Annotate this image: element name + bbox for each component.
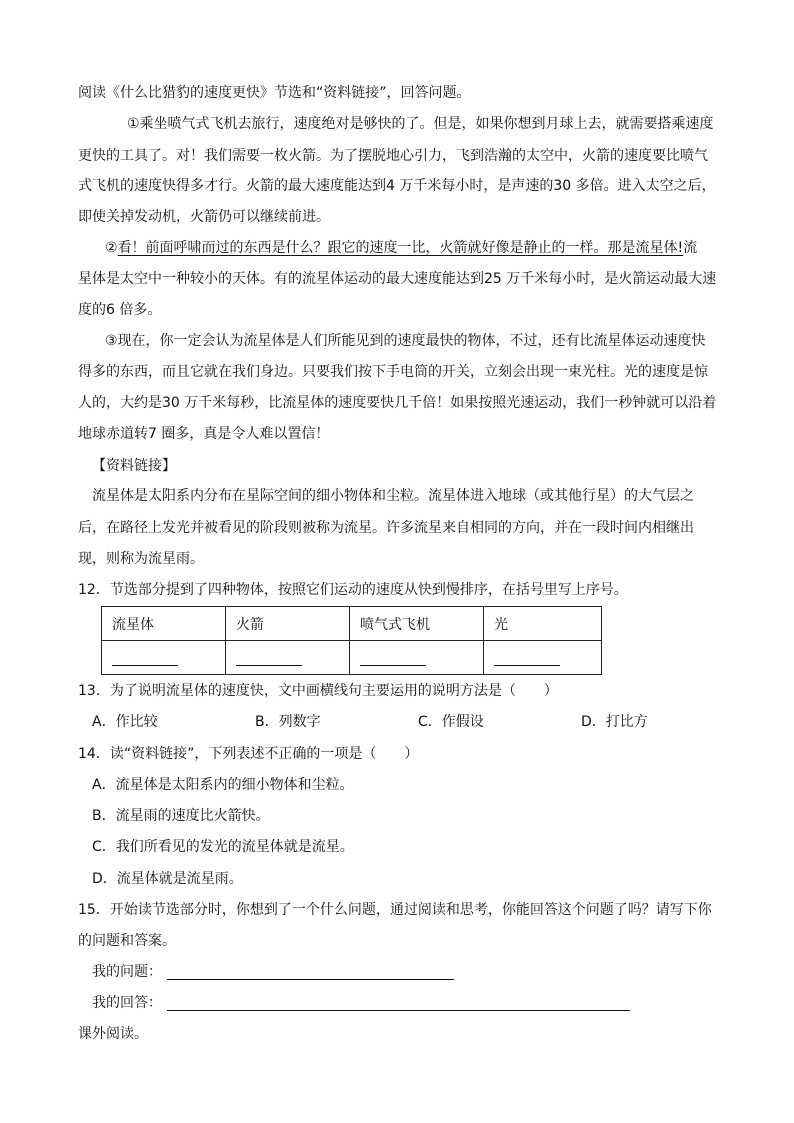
table-header-row <box>102 607 602 641</box>
table-header-cell: 火箭 <box>226 607 350 641</box>
passage-p1-line: 更快的工具了。对！我们需要一枚火箭。为了摆脱地心引力，飞到浩瀚的太空中，火箭的速度要比喷气 <box>78 148 708 164</box>
passage-p1-line: 式飞机的速度快得多才行。火箭的最大速度能达到4 万千米每小时，是声速的30 多倍。进入太空之后， <box>78 178 716 194</box>
option-d[interactable]: D．流星体就是流星雨。 <box>92 871 243 887</box>
my-answer-input[interactable] <box>167 1010 630 1011</box>
table-header-cell: 光 <box>484 607 602 641</box>
question-12-stem: 12．节选部分提到了四种物体，按照它们运动的速度从快到慢排序，在括号里写上序号。 <box>78 582 628 598</box>
option-c[interactable]: C．作假设 <box>418 714 484 730</box>
passage-p1-line: ①乘坐喷气式飞机去旅行，速度绝对是够快的了。但是，如果你想到月球上去，就需要搭乘速度 <box>127 116 714 132</box>
table-answer-cell[interactable] <box>350 641 484 675</box>
my-question-input[interactable] <box>167 979 454 980</box>
resource-link-heading: 【资料链接】 <box>92 458 176 474</box>
passage-p3-line: 得多的东西，而且它就在我们身边。只要我们按下手电筒的开关，立刻会出现一束光柱。光的速度是惊 <box>78 364 708 380</box>
resource-link-line: 流星体是太阳系内分布在星际空间的细小物体和尘粒。流星体进入地球（或其他行星）的大气层之 <box>92 488 694 504</box>
resource-link-line: 现，则称为流星雨。 <box>78 551 204 567</box>
question-15-stem: 15．开始读节选部分时，你想到了一个什么问题，通过阅读和思考，你能回答这个问题了吗？请写下你 <box>78 902 712 918</box>
question-13-stem: 13．为了说明流星体的速度快，文中画横线句主要运用的说明方法是（ ） <box>78 683 558 699</box>
resource-link-line: 后，在路径上发光并被看见的阶段则被称为流星。许多流星来自相同的方向，并在一段时间内相继出 <box>78 520 694 536</box>
passage-p2-first-line <box>105 238 697 258</box>
table-header-cell: 喷气式飞机 <box>350 607 484 641</box>
passage-text: 流 <box>683 240 698 256</box>
passage-p3-line: 地球赤道转7 圈多，真是令人难以置信！ <box>78 426 330 442</box>
intro-text: 阅读《什么比猎豹的速度更快》节选和“资料链接”，回答问题。 <box>78 85 471 101</box>
option-a[interactable]: A．作比较 <box>92 714 158 730</box>
answer-blank[interactable] <box>236 651 302 666</box>
table-answer-cell[interactable] <box>484 641 602 675</box>
footer-text: 课外阅读。 <box>78 1026 148 1042</box>
option-d[interactable]: D．打比方 <box>581 714 648 730</box>
passage-p3-line: ③现在，你一定会认为流星体是人们所能见到的速度最快的物体，不过，还有比流星体运动速度快 <box>105 333 706 349</box>
option-b[interactable]: B．流星雨的速度比火箭快。 <box>92 808 270 824</box>
underlined-sentence: 看！前面呼啸而过的东西是什么？跟它的速度一比，火箭就好像是静止的一样。那是流星体! <box>117 240 684 256</box>
option-c[interactable]: C．我们所看见的发光的流星体就是流星。 <box>92 839 354 855</box>
answer-blank[interactable] <box>360 651 426 666</box>
table-header-cell: 流星体 <box>102 607 226 641</box>
question-13-options <box>0 712 794 732</box>
answer-blank[interactable] <box>112 651 178 666</box>
my-answer-label: 我的回答： <box>92 995 162 1011</box>
answer-blank[interactable] <box>494 651 560 666</box>
paragraph-marker: ② <box>105 240 118 256</box>
table-answer-cell[interactable] <box>102 641 226 675</box>
ordering-table <box>101 606 602 675</box>
my-question-label: 我的问题： <box>92 964 162 980</box>
question-14-stem: 14．读“资料链接”，下列表述不正确的一项是（ ） <box>78 746 419 762</box>
passage-p2-line: 度的6 倍多。 <box>78 302 162 318</box>
question-15-stem: 的问题和答案。 <box>78 933 176 949</box>
table-answer-row <box>102 641 602 675</box>
passage-p3-line: 人的，大约是30 万千米每秒，比流星体的速度要快几千倍！如果按照光速运动，我们一秒钟就可以沿着 <box>78 395 717 411</box>
passage-p1-line: 即使关掉发动机，火箭仍可以继续前进。 <box>78 209 330 225</box>
table-answer-cell[interactable] <box>226 641 350 675</box>
option-a[interactable]: A．流星体是太阳系内的细小物体和尘粒。 <box>92 777 354 793</box>
option-b[interactable]: B．列数字 <box>255 714 321 730</box>
passage-p2-line: 星体是太空中一种较小的天体。有的流星体运动的最大速度能达到25 万千米每小时，是火箭运动最大速 <box>78 271 717 287</box>
